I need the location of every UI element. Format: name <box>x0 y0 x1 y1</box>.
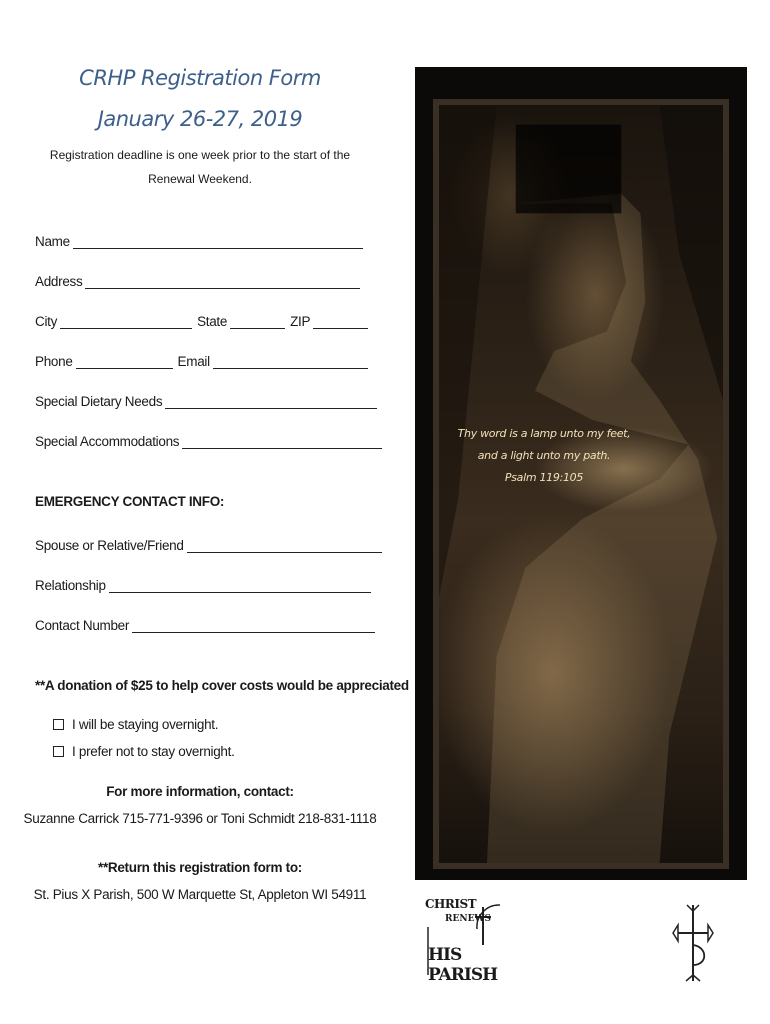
address-field[interactable] <box>35 267 360 289</box>
spouse-field[interactable] <box>35 531 382 553</box>
event-date: January 26-27, 2019 <box>97 107 303 131</box>
logo-word-christ: CHRIST <box>425 897 477 911</box>
chi-rho-cross-icon <box>670 903 716 983</box>
phone-email-field[interactable] <box>35 347 368 369</box>
overnight-option[interactable] <box>53 717 218 732</box>
city-label: City <box>35 314 58 329</box>
dietary-field[interactable] <box>35 387 377 409</box>
form-title: CRHP Registration Form <box>79 66 321 90</box>
state-line[interactable] <box>230 312 285 329</box>
logo-word-his-parish: HIS PARISH <box>428 945 498 985</box>
info-heading: For more information, contact: <box>106 784 294 799</box>
scripture-quote <box>449 423 639 489</box>
spouse-line[interactable] <box>187 536 382 553</box>
quote-line-1: Thy word is a lamp unto my feet, <box>457 427 631 440</box>
address-line[interactable] <box>85 272 360 289</box>
contact-number-field[interactable] <box>35 611 375 633</box>
emergency-heading: EMERGENCY CONTACT INFO: <box>35 494 225 509</box>
state-label: State <box>197 314 228 329</box>
relationship-field[interactable] <box>35 571 371 593</box>
return-heading: **Return this registration form to: <box>97 860 302 875</box>
info-contacts: Suzanne Carrick 715-771-9396 or Toni Schmidt 218-831-1118 <box>23 811 377 826</box>
email-line[interactable] <box>213 352 368 369</box>
accommodations-field[interactable] <box>35 427 382 449</box>
scripture-image-frame <box>415 67 747 880</box>
deadline-line-2: Renewal Weekend. <box>148 172 252 186</box>
contact-number-label: Contact Number <box>35 618 130 633</box>
no-overnight-option[interactable] <box>53 744 235 759</box>
spouse-label: Spouse or Relative/Friend <box>35 538 184 553</box>
name-line[interactable] <box>73 232 363 249</box>
logo-word-renews: RENEWS <box>445 914 492 924</box>
overnight-checkbox[interactable] <box>53 719 64 730</box>
accommodations-line[interactable] <box>182 432 382 449</box>
zip-line[interactable] <box>313 312 368 329</box>
name-label: Name <box>35 234 70 249</box>
relationship-label: Relationship <box>35 578 106 593</box>
zip-label: ZIP <box>290 314 311 329</box>
phone-line[interactable] <box>76 352 173 369</box>
quote-citation: Psalm 119:105 <box>504 471 584 484</box>
name-field[interactable] <box>35 227 363 249</box>
crhp-logo <box>425 897 505 985</box>
city-line[interactable] <box>60 312 192 329</box>
overnight-label: I will be staying overnight. <box>72 717 219 732</box>
phone-label: Phone <box>35 354 73 369</box>
deadline-note <box>40 143 360 191</box>
contact-number-line[interactable] <box>132 616 375 633</box>
no-overnight-checkbox[interactable] <box>53 746 64 757</box>
deadline-line-1: Registration deadline is one week prior to the start of the <box>49 148 351 162</box>
dietary-line[interactable] <box>165 392 377 409</box>
no-overnight-label: I prefer not to stay overnight. <box>72 744 235 759</box>
city-state-zip-field[interactable] <box>35 307 368 329</box>
accommodations-label: Special Accommodations <box>35 434 180 449</box>
email-label: Email <box>177 354 210 369</box>
donation-note: **A donation of $25 to help cover costs would be appreciated <box>35 678 409 693</box>
quote-line-2: and a light unto my path. <box>477 449 611 462</box>
dietary-label: Special Dietary Needs <box>35 394 163 409</box>
return-address: St. Pius X Parish, 500 W Marquette St, Appleton WI 54911 <box>33 887 367 902</box>
address-label: Address <box>35 274 83 289</box>
relationship-line[interactable] <box>109 576 371 593</box>
lit-path-photo <box>433 99 729 869</box>
